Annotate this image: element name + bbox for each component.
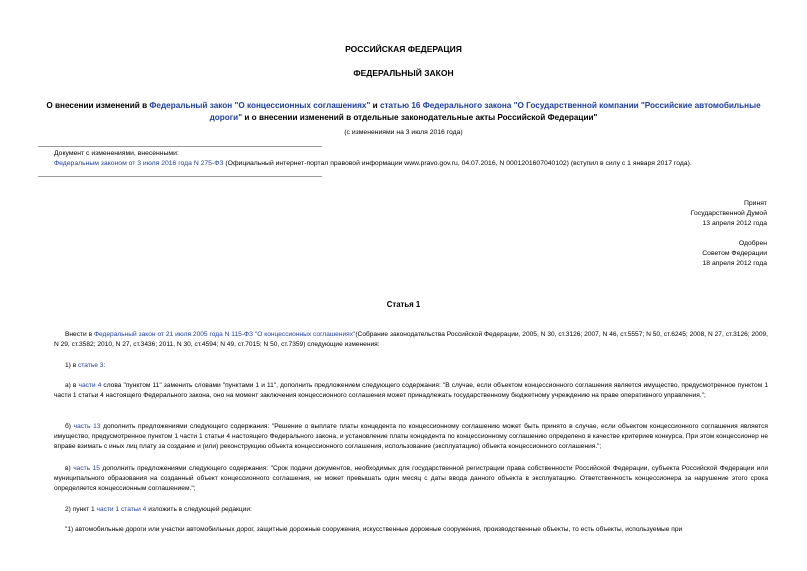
title-text: О внесении изменений в: [46, 101, 150, 110]
paragraph-text: дополнить предложениями следующего содержания: "Срок подачи документов, необходимых для государственной регистрации права собственности Российской Федерации, субъекта Российской Федерации или муниципального образования на созданный объект концессионного соглашения, не может превышать один месяц с даты ввода данного объекта в эксплуатацию. Ответственность концессионера за нарушение этого срока определяется концессионным соглашением.";: [54, 465, 768, 492]
paragraph-text: 1) в: [65, 362, 79, 369]
approved-line: Одобрен: [738, 240, 767, 247]
changes-label: Документ с изменениями, внесенными:: [54, 150, 179, 157]
paragraph-item-v: [54, 464, 768, 494]
article-title: Статья 1: [386, 300, 421, 309]
changes-block: [54, 149, 774, 169]
paragraph-item-2: [54, 505, 768, 515]
law-title: [40, 100, 767, 124]
country-heading: РОССИЙСКАЯ ФЕДЕРАЦИЯ: [345, 44, 462, 54]
changes-link-275fz[interactable]: Федеральным законом от 3 июля 2016 года N 275-ФЗ: [54, 160, 224, 167]
separator-top: [38, 146, 322, 147]
paragraph-text: (Собрание законодательства Российской Федерации, 2005, N 30, ст.3126; 2007, N 46, ст.5557; N 50, ст.6245; 2008, N 27, ст.3126; 2009, N 29, ст.3582; 2010, N 27, ст.3436; 2011, N 30, ст.4594; N 49, ст.7015; N 50, ст.7359) следующие изменения:: [54, 331, 769, 348]
adopted-line: Принят: [743, 200, 767, 207]
revision-note: (с изменениями на 3 июля 2016 года): [344, 129, 463, 136]
paragraph-item-b: [54, 422, 768, 452]
changes-text: (Официальный интернет-портал правовой информации www.pravo.gov.ru, 04.07.2016, N 0001201607040102) (вступил в силу с 1 января 2017 года).: [223, 160, 692, 167]
link-article-4-part-1[interactable]: части 1 статьи 4: [96, 506, 147, 513]
adopted-block: [691, 199, 767, 229]
paragraph-text: слова "пунктом 11" заменить словами "пунктами 1 и 11", дополнить предложением следующего содержания: "В случае, если объектом концессионного соглашения является имущество, предусмотренное пунктом 1 части 1 статьи 4 настоящего Федерального закона, оно на момент заключения концессионного соглашения может принадлежать государственному бюджетному учреждению на праве оперативного управления.";: [54, 382, 769, 399]
paragraph-text: :: [103, 362, 106, 369]
link-part-15[interactable]: часть 15: [73, 465, 100, 472]
paragraph-text: Внести в: [65, 331, 94, 338]
law-type-heading: ФЕДЕРАЛЬНЫЙ ЗАКОН: [353, 68, 454, 78]
paragraph-item-a: [54, 381, 768, 401]
link-law-115fz[interactable]: Федеральный закон от 21 июля 2005 года N 115-ФЗ "О концессионных соглашениях": [94, 331, 356, 338]
adopted-date: 13 апреля 2012 года: [702, 220, 767, 227]
link-article-3[interactable]: статье 3: [78, 362, 104, 369]
title-link-concession-law[interactable]: Федеральный закон "О концессионных соглашениях": [149, 101, 371, 110]
paragraph-text: "1) автомобильные дороги или участки автомобильных дорог, защитные дорожные сооружения, искусственные дорожные сооружения, производственные объекты, то есть объекты, используемые при: [65, 526, 683, 533]
link-part-13[interactable]: часть 13: [73, 423, 101, 430]
paragraph-text: дополнить предложениями следующего содержания: "Решение о выплате платы концедента по концессионному соглашению может быть принято в случае, если объектом концессионного соглашения является имущество, предусмотренное пунктом 1 части 1 статьи 4 настоящего Федерального закона, и установление платы концедента по концессионному соглашению определено в качестве критериев конкурса. При этом концессионер не вправе взимать с иных лиц плату за создание и (или) реконструкцию объекта концессионного соглашения, использование (эксплуатацию) объекта концессионного соглашения.";: [54, 423, 768, 450]
title-link-article-16[interactable]: статью 16 Федерального закона "О Государственной компании "Российские автомобильные дороги": [209, 101, 761, 122]
paragraph-text: б): [65, 423, 74, 430]
paragraph-intro: [54, 330, 768, 350]
paragraph-text: в): [65, 465, 74, 472]
paragraph-item-1: [54, 361, 768, 371]
approved-block: [702, 239, 767, 269]
title-text: и: [370, 101, 380, 110]
paragraph-text: изложить в следующей редакции:: [146, 506, 252, 513]
paragraph-item-2-1: [54, 525, 768, 536]
paragraph-text: 2) пункт 1: [65, 506, 97, 513]
title-text: и о внесении изменений в отдельные законодательные акты Российской Федерации": [242, 113, 598, 122]
approved-line: Советом Федерации: [702, 250, 767, 257]
changes-line: [54, 159, 774, 169]
approved-date: 18 апреля 2012 года: [702, 260, 767, 267]
link-part-4[interactable]: части 4: [78, 382, 102, 389]
adopted-line: Государственной Думой: [690, 210, 767, 217]
paragraph-text: а) в: [65, 382, 79, 389]
separator-bottom: [38, 176, 322, 177]
